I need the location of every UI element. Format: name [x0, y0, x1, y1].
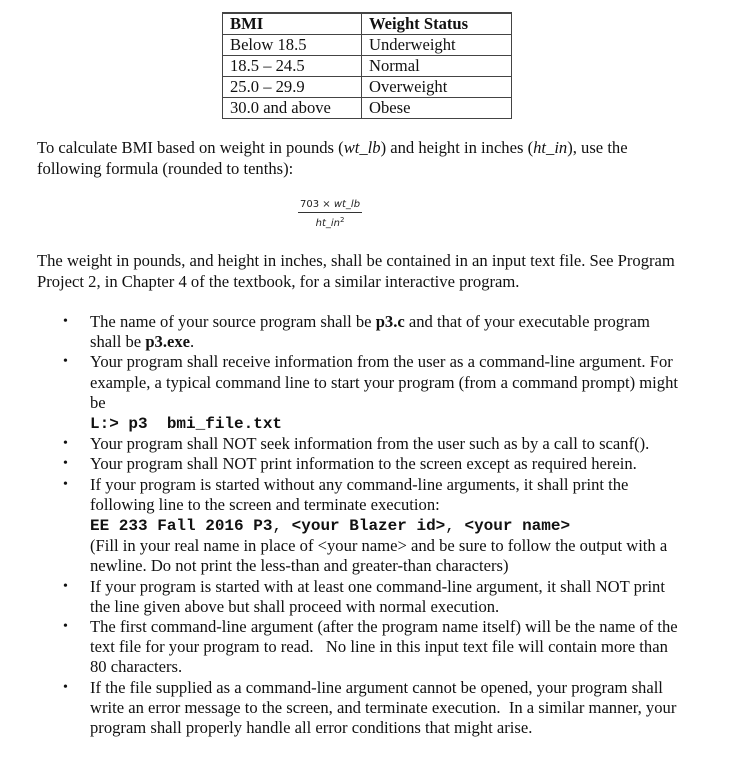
cell-status: Overweight — [362, 77, 512, 98]
formula-constant: 703 × — [300, 199, 334, 210]
intro-text: ), use the following formula (rounded to tenths): — [37, 138, 628, 178]
output-separator: , — [445, 517, 465, 536]
bullet-icon: • — [63, 436, 68, 452]
list-item — [0, 577, 680, 617]
output-course: EE 233 Fall 2016 P3 — [90, 517, 273, 536]
table-row — [223, 98, 512, 119]
table-row — [223, 35, 512, 56]
example-command: L:> p3 bmi_file.txt — [90, 415, 283, 434]
item-text: Your program shall NOT seek information from the user such as by a call to scanf(). — [90, 434, 650, 454]
item-text: The name of your source program shall be — [90, 312, 376, 331]
list-item — [0, 434, 680, 454]
bullet-icon: • — [63, 314, 68, 329]
formula-weight-var: wt_lb — [333, 199, 361, 210]
table-row — [223, 56, 512, 77]
bullet-icon: • — [63, 619, 68, 635]
intro-text: To calculate BMI based on weight in pounds ( — [37, 138, 344, 157]
item-text: Your program shall NOT print information to the screen except as required herein. — [90, 454, 637, 474]
formula-exponent: 2 — [339, 216, 345, 224]
item-text: If your program is started with at least one command-line argument, it shall NOT print the line given above but shall proceed with normal execution. — [90, 576, 665, 616]
header-bmi: BMI — [223, 13, 362, 35]
item-text: If the file supplied as a command-line argument cannot be opened, your program shall write an error message to the screen, and terminate execution. In a similar manner, your program shall properly handle all error conditions that might arise. — [90, 677, 681, 738]
intro-text: ) and height in inches ( — [380, 138, 534, 157]
source-filename: p3.c — [375, 312, 405, 331]
item-text: Your program shall receive information from the user as a command-line argument. For example, a typical command line to start your program (from a command prompt) might be — [90, 352, 678, 412]
exe-filename: p3.exe — [145, 332, 191, 352]
formula-numerator — [298, 199, 362, 213]
bullet-icon: • — [63, 456, 68, 472]
formula-height-var: ht_in — [315, 218, 340, 229]
cell-bmi: 25.0 – 29.9 — [223, 77, 362, 98]
list-item — [0, 312, 680, 352]
header-weight-status: Weight Status — [362, 13, 512, 35]
intro-paragraph — [37, 138, 677, 179]
list-item — [0, 352, 680, 434]
height-variable: ht_in — [533, 138, 568, 157]
required-output-line — [90, 517, 570, 535]
requirements-list — [0, 312, 753, 738]
list-item — [0, 475, 680, 577]
list-item — [0, 454, 680, 474]
bmi-weight-status-table — [222, 12, 512, 119]
cell-bmi: 30.0 and above — [223, 98, 362, 119]
bullet-icon: • — [63, 578, 68, 594]
output-blazer-id: <your Blazer id> — [291, 517, 446, 536]
table-row — [223, 77, 512, 98]
cell-status: Normal — [362, 56, 512, 77]
cell-status: Underweight — [362, 35, 512, 56]
weight-variable: wt_lb — [343, 138, 381, 157]
item-text: If your program is started without any command-line arguments, it shall print the following line to the screen and terminate execution: — [90, 474, 629, 514]
table-header-row — [223, 13, 512, 35]
bullet-icon: • — [63, 476, 68, 492]
item-text: and that of your executable program shall be — [90, 312, 650, 352]
output-separator: , — [272, 517, 292, 536]
cell-status: Obese — [362, 98, 512, 119]
bullet-icon: • — [63, 679, 68, 695]
formula-denominator — [298, 213, 362, 229]
output-name: <your name> — [464, 517, 571, 536]
list-item — [0, 678, 680, 739]
cell-bmi: Below 18.5 — [223, 35, 362, 56]
input-paragraph: The weight in pounds, and height in inches, shall be contained in an input text file. See Program Project 2, in Chapter 4 of the textbook, for a similar interactive program. — [37, 251, 675, 291]
list-item — [0, 617, 680, 678]
item-text: . — [190, 332, 195, 352]
bullet-icon: • — [63, 354, 68, 370]
cell-bmi: 18.5 – 24.5 — [223, 56, 362, 77]
item-note: (Fill in your real name in place of <your name> and be sure to follow the output with a newline. Do not print the less-than and greater-than characters) — [90, 536, 668, 576]
item-text: The first command-line argument (after the program name itself) will be the name of the text file for your program to read. No line in this input text file will contain more than 80 characters. — [90, 617, 682, 677]
bmi-formula — [298, 199, 362, 229]
